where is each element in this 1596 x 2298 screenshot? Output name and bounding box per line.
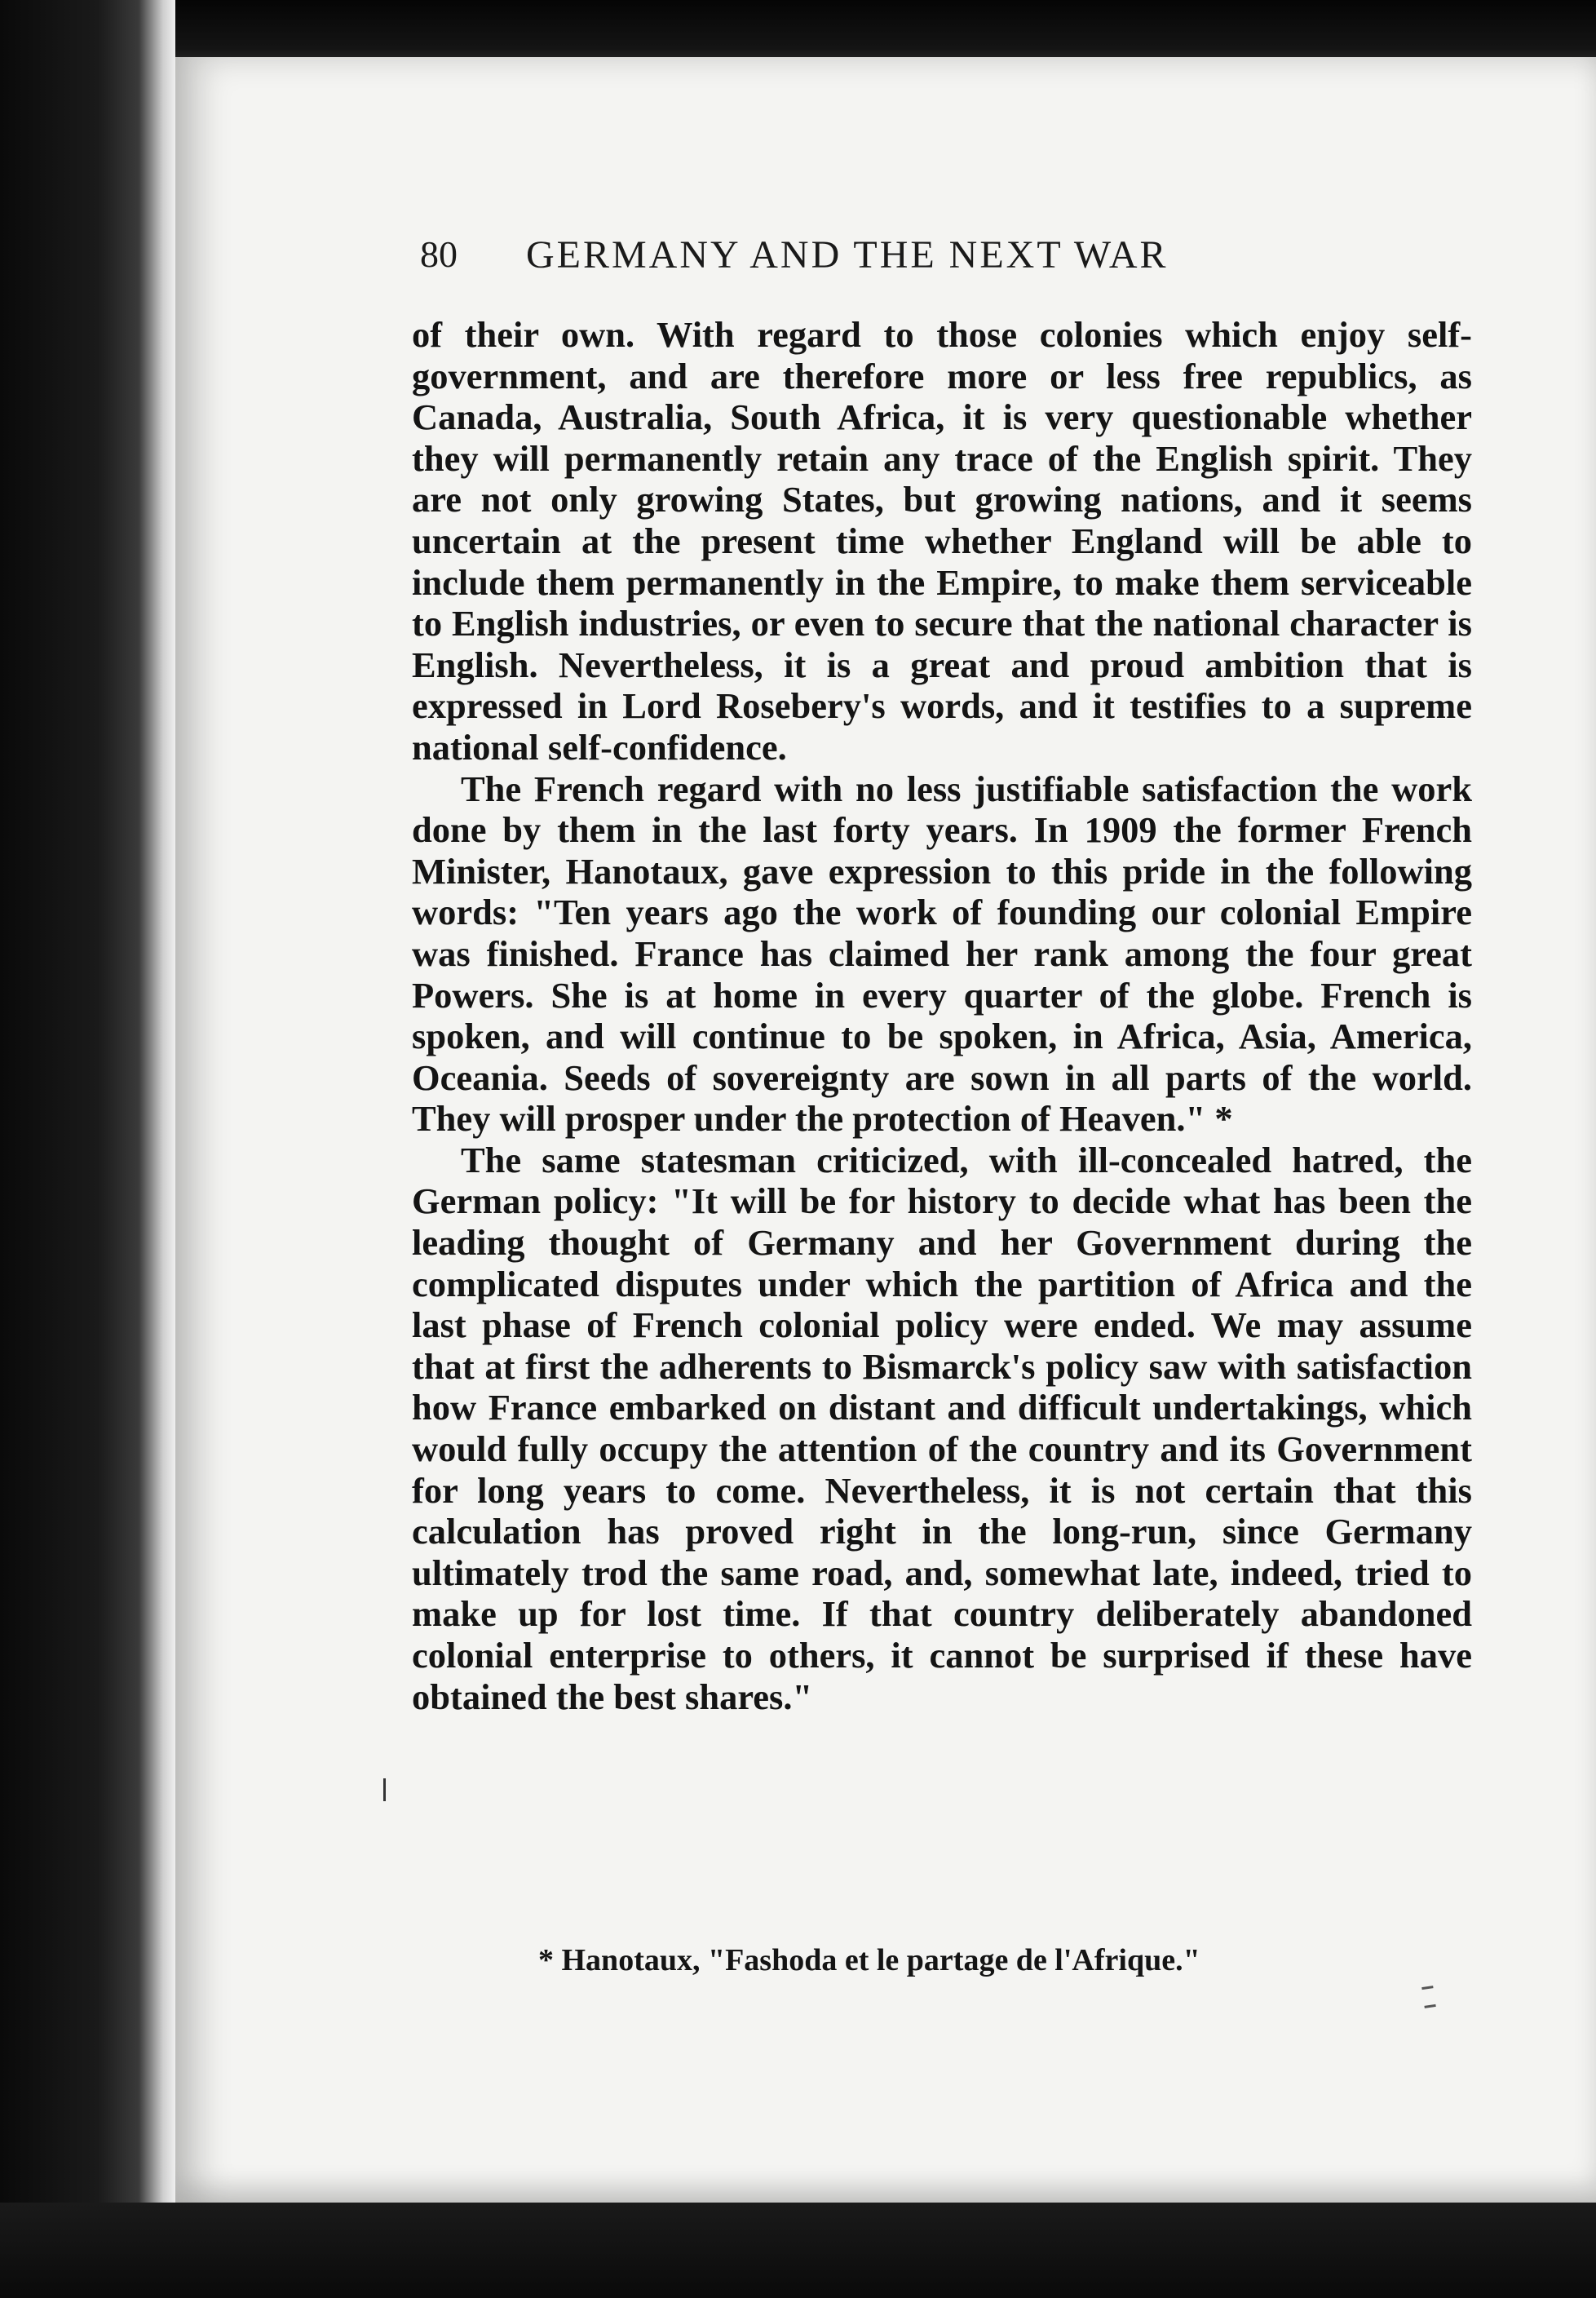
page-number: 80 <box>420 233 458 275</box>
scan-bottom-border <box>0 2203 1596 2298</box>
page-header <box>420 232 1497 290</box>
body-text <box>412 314 1472 1717</box>
paragraph-3: The same statesman criticized, with ill-concealed hatred, the German policy: "It will be for history to decide what has been the leading thought of Germany and her Government during the complicated disputes under which the partition of Africa and the last phase of French colonial policy were ended. We may assume that at first the adherents to Bismarck's policy saw with satisfaction how France embarked on distant and difficult undertakings, which would fully occupy the attention of the country and its Government for long years to come. Nevertheless, it is not certain that this calculation has proved right in the long-run, since Germany ultimately trod the same road, and, somewhat late, indeed, tried to make up for lost time. If that country deliberately abandoned colonial enterprise to others, it cannot be surprised if these have obtained the best shares." <box>412 1139 1472 1717</box>
running-head: GERMANY AND THE NEXT WAR <box>526 233 1169 277</box>
paragraph-1: of their own. With regard to those colonies which enjoy self-government, and are therefore more or less free republics, as Canada, Australia, South Africa, it is very questionable whether they will permanently retain any trace of the English spirit. They are not only growing States, but growing nations, and it seems uncertain at the present time whether England will be able to include them permanently in the Empire, to make them serviceable to English industries, or even to secure that the national character is English. Nevertheless, it is a great and proud ambition that is expressed in Lord Rosebery's words, and it testifies to a supreme national self-confidence. <box>412 314 1472 768</box>
scan-top-border <box>0 0 1596 57</box>
footnote: * Hanotaux, "Fashoda et le partage de l'Afrique." <box>538 1943 1200 1977</box>
scan-left-border <box>0 0 175 2298</box>
margin-mark <box>383 1778 386 1801</box>
paragraph-2: The French regard with no less justifiable satisfaction the work done by them in the last forty years. In 1909 the former French Minister, Hanotaux, gave expression to this pride in the following words: "Ten years ago the work of founding our colonial Empire was finished. France has claimed her rank among the four great Powers. She is at home in every quarter of the globe. French is spoken, and will continue to be spoken, in Africa, Asia, America, Oceania. Seeds of sovereignty are sown in all parts of the world. They will prosper under the protection of Heaven." * <box>412 768 1472 1140</box>
